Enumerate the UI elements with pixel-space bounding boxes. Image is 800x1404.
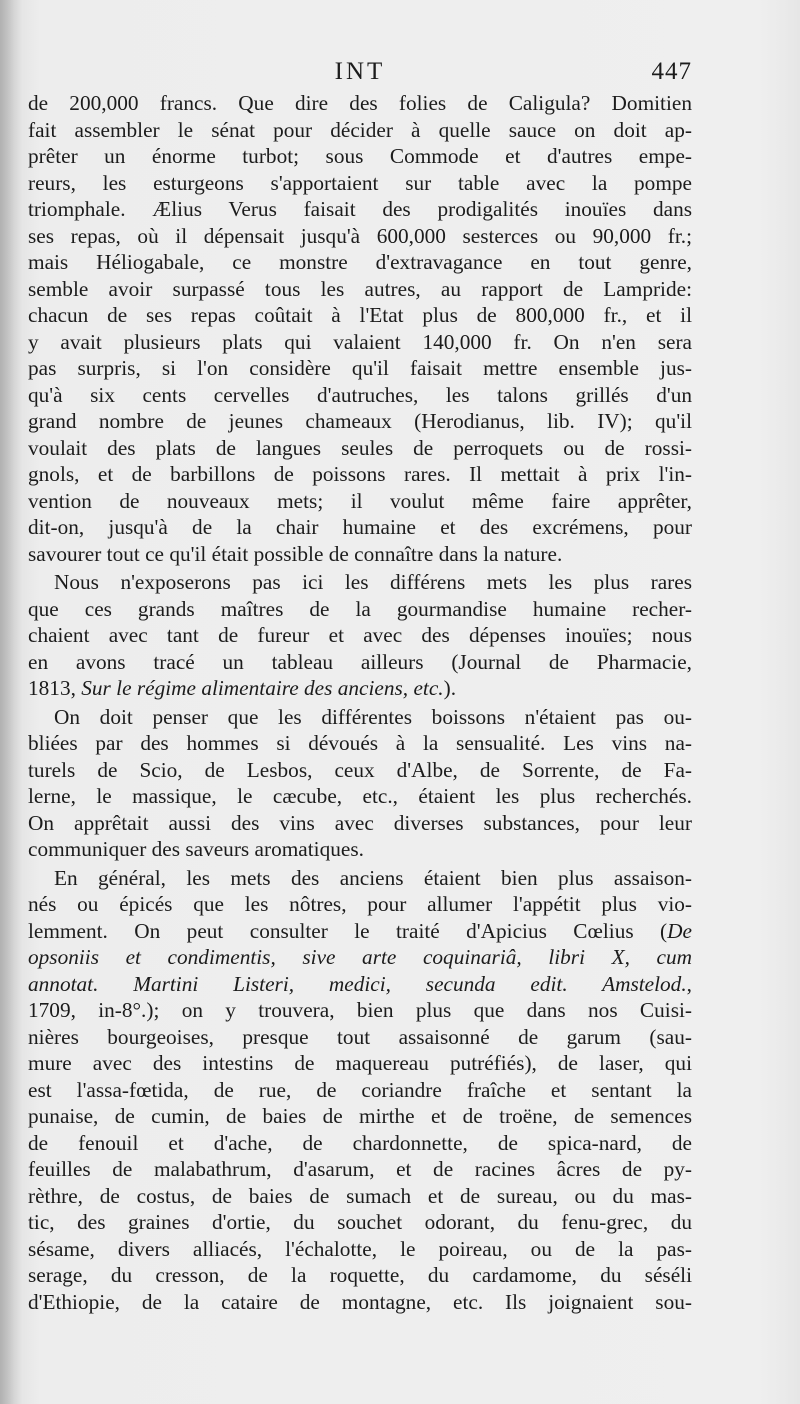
text-line: triomphale. Ælius Verus faisait des prodigalités inouïes dans: [28, 197, 692, 221]
text-line: nières bourgeoises, presque tout assaisonné de garum (sau-: [28, 1024, 692, 1049]
italic-title-line: opsoniis et condimentis, sive arte coquinariâ, libri X, cum: [28, 945, 692, 969]
text-line-with-italic: [28, 918, 692, 945]
citation-close: ).: [443, 676, 457, 700]
text-line: 1709, in-8°.); on y trouvera, bien plus que dans nos Cuisi-: [28, 998, 692, 1022]
text-line: est l'assa-fœtida, de rue, de coriandre fraîche et sentant la: [28, 1077, 692, 1102]
text-line: mais Héliogabale, ce monstre d'extravagance en tout genre,: [28, 250, 692, 274]
text-line: Nous n'exposerons pas ici les différens mets les plus rares: [54, 570, 692, 594]
text-line: pas surpris, si l'on considère qu'il faisait mettre ensemble jus-: [28, 356, 692, 380]
text-line: reurs, les esturgeons s'apportaient sur table avec la pompe: [28, 170, 692, 195]
italic-title-start: De: [667, 918, 692, 943]
page-header: [28, 58, 692, 88]
text-line: savourer tout ce qu'il était possible de connaître dans la nature.: [28, 541, 563, 566]
text-line: prêter un énorme turbot; sous Commode et d'autres empe-: [28, 144, 692, 168]
italic-title-end: annotat. Martini Listeri, medici, secunda edit. Amstelod.: [28, 971, 687, 996]
text-line: semble avoir surpassé tous les autres, au rapport de Lampride:: [28, 276, 692, 301]
text-line: d'Ethiopie, de la cataire de montagne, etc. Ils joignaient sou-: [28, 1289, 692, 1314]
citation-title: Sur le régime alimentaire des anciens, etc.: [81, 676, 444, 700]
text-line: chaient avec tant de fureur et avec des dépenses inouïes; nous: [28, 623, 692, 647]
text-line: nés ou épicés que les nôtres, pour allumer l'appétit plus vio-: [28, 892, 692, 916]
text-line: turels de Scio, de Lesbos, ceux d'Albe, de Sorrente, de Fa-: [28, 757, 692, 782]
text-line: On doit penser que les différentes boissons n'étaient pas ou-: [54, 704, 692, 729]
text-line: de 200,000 francs. Que dire des folies de Caligula? Domitien: [28, 91, 692, 115]
text-line: fait assembler le sénat pour décider à quelle sauce on doit ap-: [28, 117, 692, 142]
text-line: y avait plusieurs plats qui valaient 140,000 fr. On n'en sera: [28, 329, 692, 354]
text-line: punaise, de cumin, de baies de mirthe et de troëne, de semences: [28, 1104, 692, 1128]
body-text: [28, 90, 692, 1315]
line-segment: ,: [686, 971, 692, 996]
text-line: ses repas, où il dépensait jusqu'à 600,000 sesterces ou 90,000 fr.;: [28, 223, 692, 248]
text-line: En général, les mets des anciens étaient bien plus assaison-: [54, 865, 692, 890]
text-line: gnols, et de barbillons de poissons rares. Il mettait à prix l'in-: [28, 462, 692, 486]
text-line: sésame, divers alliacés, l'échalotte, le poireau, ou de la pas-: [28, 1236, 692, 1261]
page-gutter-shadow: [0, 0, 22, 1404]
text-line: vention de nouveaux mets; il voulut même faire apprêter,: [28, 488, 692, 513]
text-line-citation: [28, 675, 692, 702]
line-segment: lemment. On peut consulter le traité d'Apicius Cœlius (: [28, 918, 668, 943]
text-line: qu'à six cents cervelles d'autruches, les talons grillés d'un: [28, 382, 692, 407]
text-line: feuilles de malabathrum, d'asarum, et de racines âcres de py-: [28, 1157, 692, 1181]
text-line-with-italic: [28, 971, 692, 998]
text-line: rèthre, de costus, de baies de sumach et de sureau, ou du mas-: [28, 1183, 692, 1208]
text-line: bliées par des hommes si dévoués à la sensualité. Les vins na-: [28, 731, 692, 755]
running-head: INT: [334, 58, 386, 85]
page-number: 447: [651, 58, 692, 85]
text-line: communiquer des saveurs aromatiques.: [28, 837, 364, 861]
text-line: de fenouil et d'ache, de chardonnette, de spica-nard, de: [28, 1130, 692, 1155]
text-line: voulait des plats de langues seules de perroquets ou de rossi-: [28, 435, 692, 460]
text-line: mure avec des intestins de maquereau putréfiés), de laser, qui: [28, 1051, 692, 1075]
text-line: tic, des graines d'ortie, du souchet odorant, du fenu-grec, du: [28, 1210, 692, 1234]
citation-year: 1813,: [28, 676, 82, 700]
text-line: en avons tracé un tableau ailleurs (Journal de Pharmacie,: [28, 649, 692, 674]
text-line: On apprêtait aussi des vins avec diverses substances, pour leur: [28, 810, 692, 835]
text-line: que ces grands maîtres de la gourmandise humaine recher-: [28, 596, 692, 621]
text-line: chacun de ses repas coûtait à l'Etat plus de 800,000 fr., et il: [28, 303, 692, 327]
text-line: grand nombre de jeunes chameaux (Herodianus, lib. IV); qu'il: [28, 409, 692, 433]
text-line: lerne, le massique, le cæcube, etc., étaient les plus recherchés.: [28, 784, 692, 808]
text-line: serage, du cresson, de la roquette, du cardamome, du séséli: [28, 1263, 692, 1287]
text-line: dit-on, jusqu'à de la chair humaine et des excrémens, pour: [28, 515, 692, 539]
